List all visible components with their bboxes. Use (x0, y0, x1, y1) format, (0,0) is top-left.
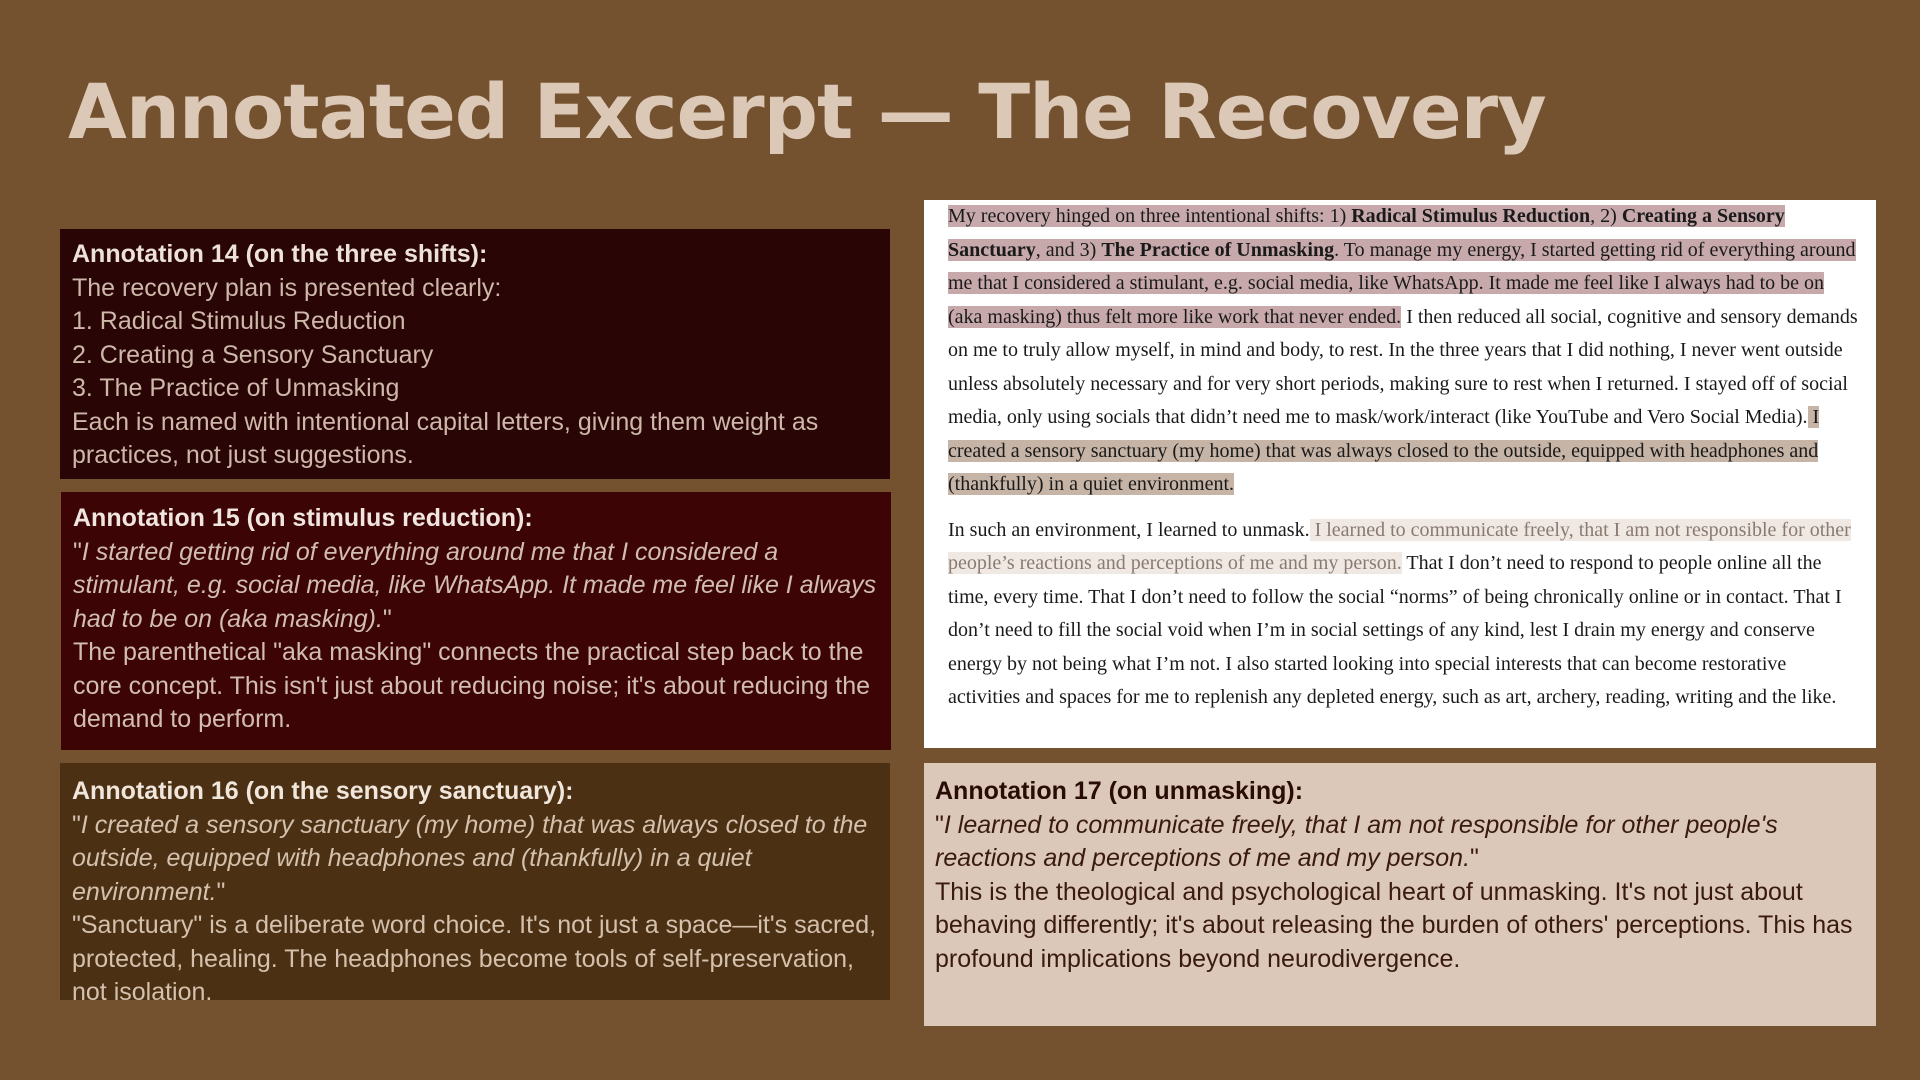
annotation-16-quote-block (72, 809, 878, 910)
annotation-16-quote: I created a sensory sanctuary (my home) that was always closed to the outside, equipped with headphones and (thankfully) in a quiet environment. (72, 810, 868, 906)
excerpt-highlight-stimulus: To manage my energy, I started getting rid of everything around me that I considered a stimulant, e.g. social media, like WhatsApp. It made me feel like I always had to be on (aka masking) thus felt more like work that never ended. (948, 238, 1856, 328)
excerpt-text: , 2) (1590, 205, 1622, 227)
annotation-15-quote-block (73, 536, 879, 637)
annotation-16-quote-open: " (72, 810, 81, 839)
excerpt-text: My recovery hinged on three intentional shifts: 1) (948, 205, 1352, 227)
excerpt-shift-3: The Practice of Unmasking (1101, 238, 1335, 261)
excerpt-text: , and 3) (1035, 238, 1102, 261)
excerpt-shift-1: Radical Stimulus Reduction (1351, 205, 1591, 227)
excerpt-text: I then reduced all social, cognitive and sensory demands on me to truly allow myself, in mind and body, to rest. In the three years that I did nothing, I never went outside unless absolutely necessary and for very short periods, making sure to rest when I returned. I stayed off of social media, only using socials that didn’t need me to mask/work/interact (like YouTube and Vero Social Media). (948, 305, 1858, 428)
annotation-16-quote-close: " (216, 877, 226, 906)
annotation-15-heading: Annotation 15 (on stimulus reduction): (73, 504, 533, 532)
annotation-15-quote-close: " (382, 604, 392, 633)
annotation-17-quote-block (935, 809, 1865, 876)
annotation-15-quote: I started getting rid of everything around me that I considered a stimulant, e.g. social media, like WhatsApp. It made me feel like I always had to be on (aka masking). (73, 537, 877, 633)
annotation-16-panel (60, 763, 890, 1006)
annotation-15-quote-open: " (73, 537, 82, 566)
annotation-14-intro: The recovery plan is presented clearly: (72, 273, 502, 302)
excerpt-panel (924, 200, 1876, 748)
annotation-17-panel (924, 763, 1876, 1026)
annotation-17-quote: I learned to communicate freely, that I am not responsible for other people's reactions and perceptions of me and my person. (935, 810, 1778, 872)
annotation-17-body: This is the theological and psychological heart of unmasking. It's not just about behaving differently; it's about releasing the burden of others' perceptions. This has profound implications beyond neurodivergence. (935, 877, 1853, 973)
annotation-17-quote-close: " (1470, 844, 1479, 872)
page-title: Annotated Excerpt — The Recovery (68, 67, 1546, 156)
annotation-14-conclusion: Each is named with intentional capital letters, giving them weight as practices, not just suggestions. (72, 407, 819, 469)
annotation-14-panel (60, 229, 890, 479)
excerpt-shift-2: Creating a Sensory Sanctuary (948, 205, 1785, 261)
annotation-14-heading: Annotation 14 (on the three shifts): (72, 240, 488, 268)
annotation-14-item-2: 2. Creating a Sensory Sanctuary (72, 340, 434, 369)
annotation-15-body: The parenthetical "aka masking" connects the practical step back to the core concept. This isn't just about reducing noise; it's about reducing the demand to perform. (73, 638, 871, 733)
excerpt-highlight-sanctuary: I created a sensory sanctuary (my home) that was always closed to the outside, equipped with headphones and (thankfully) in a quiet environment. (948, 406, 1820, 495)
excerpt-text: That I don’t need to respond to people online all the time, every time. That I don’t need to follow the social “norms” of being chronically online or in contact. That I don’t need to fill the social void when I’m in social settings of any kind, lest I drain my energy and conserve energy by not being what I’m not. I also started looking into special interests that can become restorative activities and spaces for me to replenish any depleted energy, such as art, archery, reading, writing and the like. (948, 552, 1842, 708)
excerpt-highlight-unmasking: I learned to communicate freely, that I am not responsible for other people’s reactions and perceptions of me and my person. (948, 518, 1851, 574)
excerpt-text: In such an environment, I learned to unmask. (948, 518, 1310, 541)
annotation-17-quote-open: " (935, 810, 944, 839)
excerpt-paragraph-1 (948, 200, 1860, 502)
excerpt-paragraph-2 (948, 514, 1860, 715)
annotation-16-heading: Annotation 16 (on the sensory sanctuary): (72, 777, 574, 805)
annotation-14-item-1: 1. Radical Stimulus Reduction (72, 307, 406, 335)
annotation-15-panel (61, 492, 891, 750)
annotation-14-item-3: 3. The Practice of Unmasking (72, 374, 400, 402)
annotation-16-body: "Sanctuary" is a deliberate word choice. It's not just a space—it's sacred, protected, healing. The headphones become tools of self-preservation, not isolation. (72, 911, 877, 1006)
excerpt-text: . (1334, 238, 1340, 261)
annotation-17-heading: Annotation 17 (on unmasking): (935, 777, 1304, 805)
